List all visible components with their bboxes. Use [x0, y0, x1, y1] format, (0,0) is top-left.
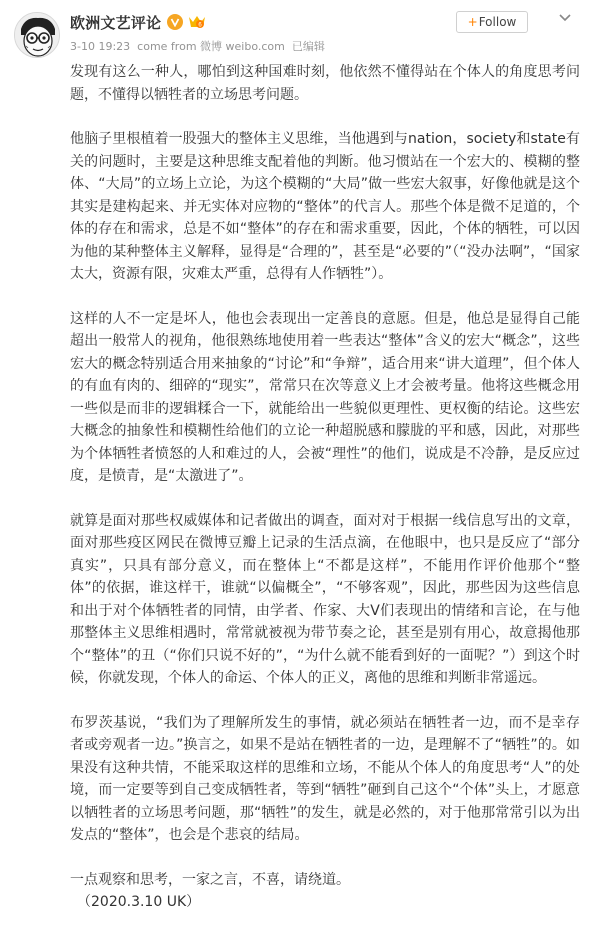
- follow-label: Follow: [478, 15, 517, 29]
- post-source[interactable]: come from 微博 weibo.com: [137, 40, 285, 53]
- user-name[interactable]: 欧洲文艺评论: [70, 13, 162, 32]
- post-content: [70, 61, 580, 913]
- avatar[interactable]: [14, 12, 60, 58]
- paragraph-3: 这样的人不一定是坏人，他也会表现出一定善良的意愿。但是，他总是显得自己能超出一般常人的视角，他很熟练地使用着一些表达“整体”含义的宏大“概念”，这些宏大的概念特别适合用来抽象的“讨论”和“争辩”，适合用来“讲大道理”，但个体人的有血有肉的、细碎的“现实”，常常只在次等意义上才会被考量。他将这些概念用一些似是而非的逻辑糅合一下，就能给出一些貌似更理性、更权衡的结论。这些宏大概念的抽象性和模糊性给他们的立论一种超脱感和朦胧的平和感，因此，对那些为个体牺牲者愤怒的人和难过的人，会被“理性”的他们，说成是不冷静，是反应过度，是愤青，是“太激进了”。: [70, 310, 580, 484]
- member-level-icon[interactable]: [187, 14, 207, 30]
- paragraph-2: 他脑子里根植着一股强大的整体主义思维，当他遇到与nation，society和state有关的问题时，主要是这种思维支配着他的判断。他习惯站在一个宏大的、模糊的整体、“大局”的立场上立论，为这个模糊的“大局”做一些宏大叙事，好像他就是这个其实是建构起来、并无实体对应物的“整体”的代言人。那些个体是微不足道的，个体的存在和需求，总是不如“整体”的存在和需求重要，因此，个体的牺牲，可以因为他的某种整体主义解释，显得是“合理的”，甚至是“必要的”（“没办法啊”，“国家太大，资源有限，灾难太严重，总得有人作牺牲”）。: [70, 131, 580, 282]
- paragraph-6: 一点观察和思考，一家之言，不喜，请绕道。: [70, 871, 350, 888]
- plus-icon: +: [467, 15, 478, 29]
- edited-label: 已编辑: [291, 40, 325, 53]
- post-time[interactable]: 3-10 19:23: [70, 40, 131, 53]
- post-meta: [70, 38, 332, 54]
- cartoon-face-avatar-icon: [15, 13, 60, 58]
- date-line: （2020.3.10 UK）: [77, 894, 201, 910]
- paragraph-1: 发现有这么一种人，哪怕到这种国难时刻，他依然不懂得站在个体人的角度思考问题，不懂得以牺牲者的立场思考问题。: [70, 64, 580, 103]
- svg-text:6: 6: [198, 22, 202, 29]
- paragraph-5: 布罗茨基说，“我们为了理解所发生的事情，就必须站在牺牲者一边，而不是幸存者或旁观者一边。”换言之，如果不是站在牺牲者的一边，是理解不了“牺牲”的。如果没有这种共情，不能采取这样的思维和立场，不能从个体人的角度思考“人”的处境，而一定要等到自己变成牺牲者，等到“牺牲”砸到自己这个“个体”头上，才愿意以牺牲者的立场思考问题，那“牺牲”的发生，就是必然的，对于他那常常引以为出发点的“整体”，也会是个悲哀的结局。: [70, 714, 580, 843]
- chevron-down-icon[interactable]: [557, 12, 573, 24]
- verified-v-icon: [167, 14, 183, 30]
- paragraph-4: 就算是面对那些权威媒体和记者做出的调查，面对对于根据一线信息写出的文章，面对那些疫区网民在微博豆瓣上记录的生活点滴，在他眼中，也只是反应了“部分真实”，只具有部分意义，而在整体上“不都是这样”，不能用作评价他那个“整体”的依据，谁这样干，谁就“以偏概全”，“不够客观”，因此，那些因为这些信息和出于对个体牺牲者的同情，由学者、作家、大V们表现出的情绪和言论，在与他那整体主义思维相遇时，常常就被视为带节奏之论，甚至是别有用心，故意揭他那个“整体”的丑（“你们只说不好的”，“为什么就不能看到好的一面呢？”）到这个时候，你就发现，个体人的命运、个体人的正义，离他的思维和判断非常遥远。: [70, 512, 580, 686]
- post-header: [0, 0, 590, 60]
- name-row: [70, 12, 207, 32]
- follow-button[interactable]: [456, 11, 528, 33]
